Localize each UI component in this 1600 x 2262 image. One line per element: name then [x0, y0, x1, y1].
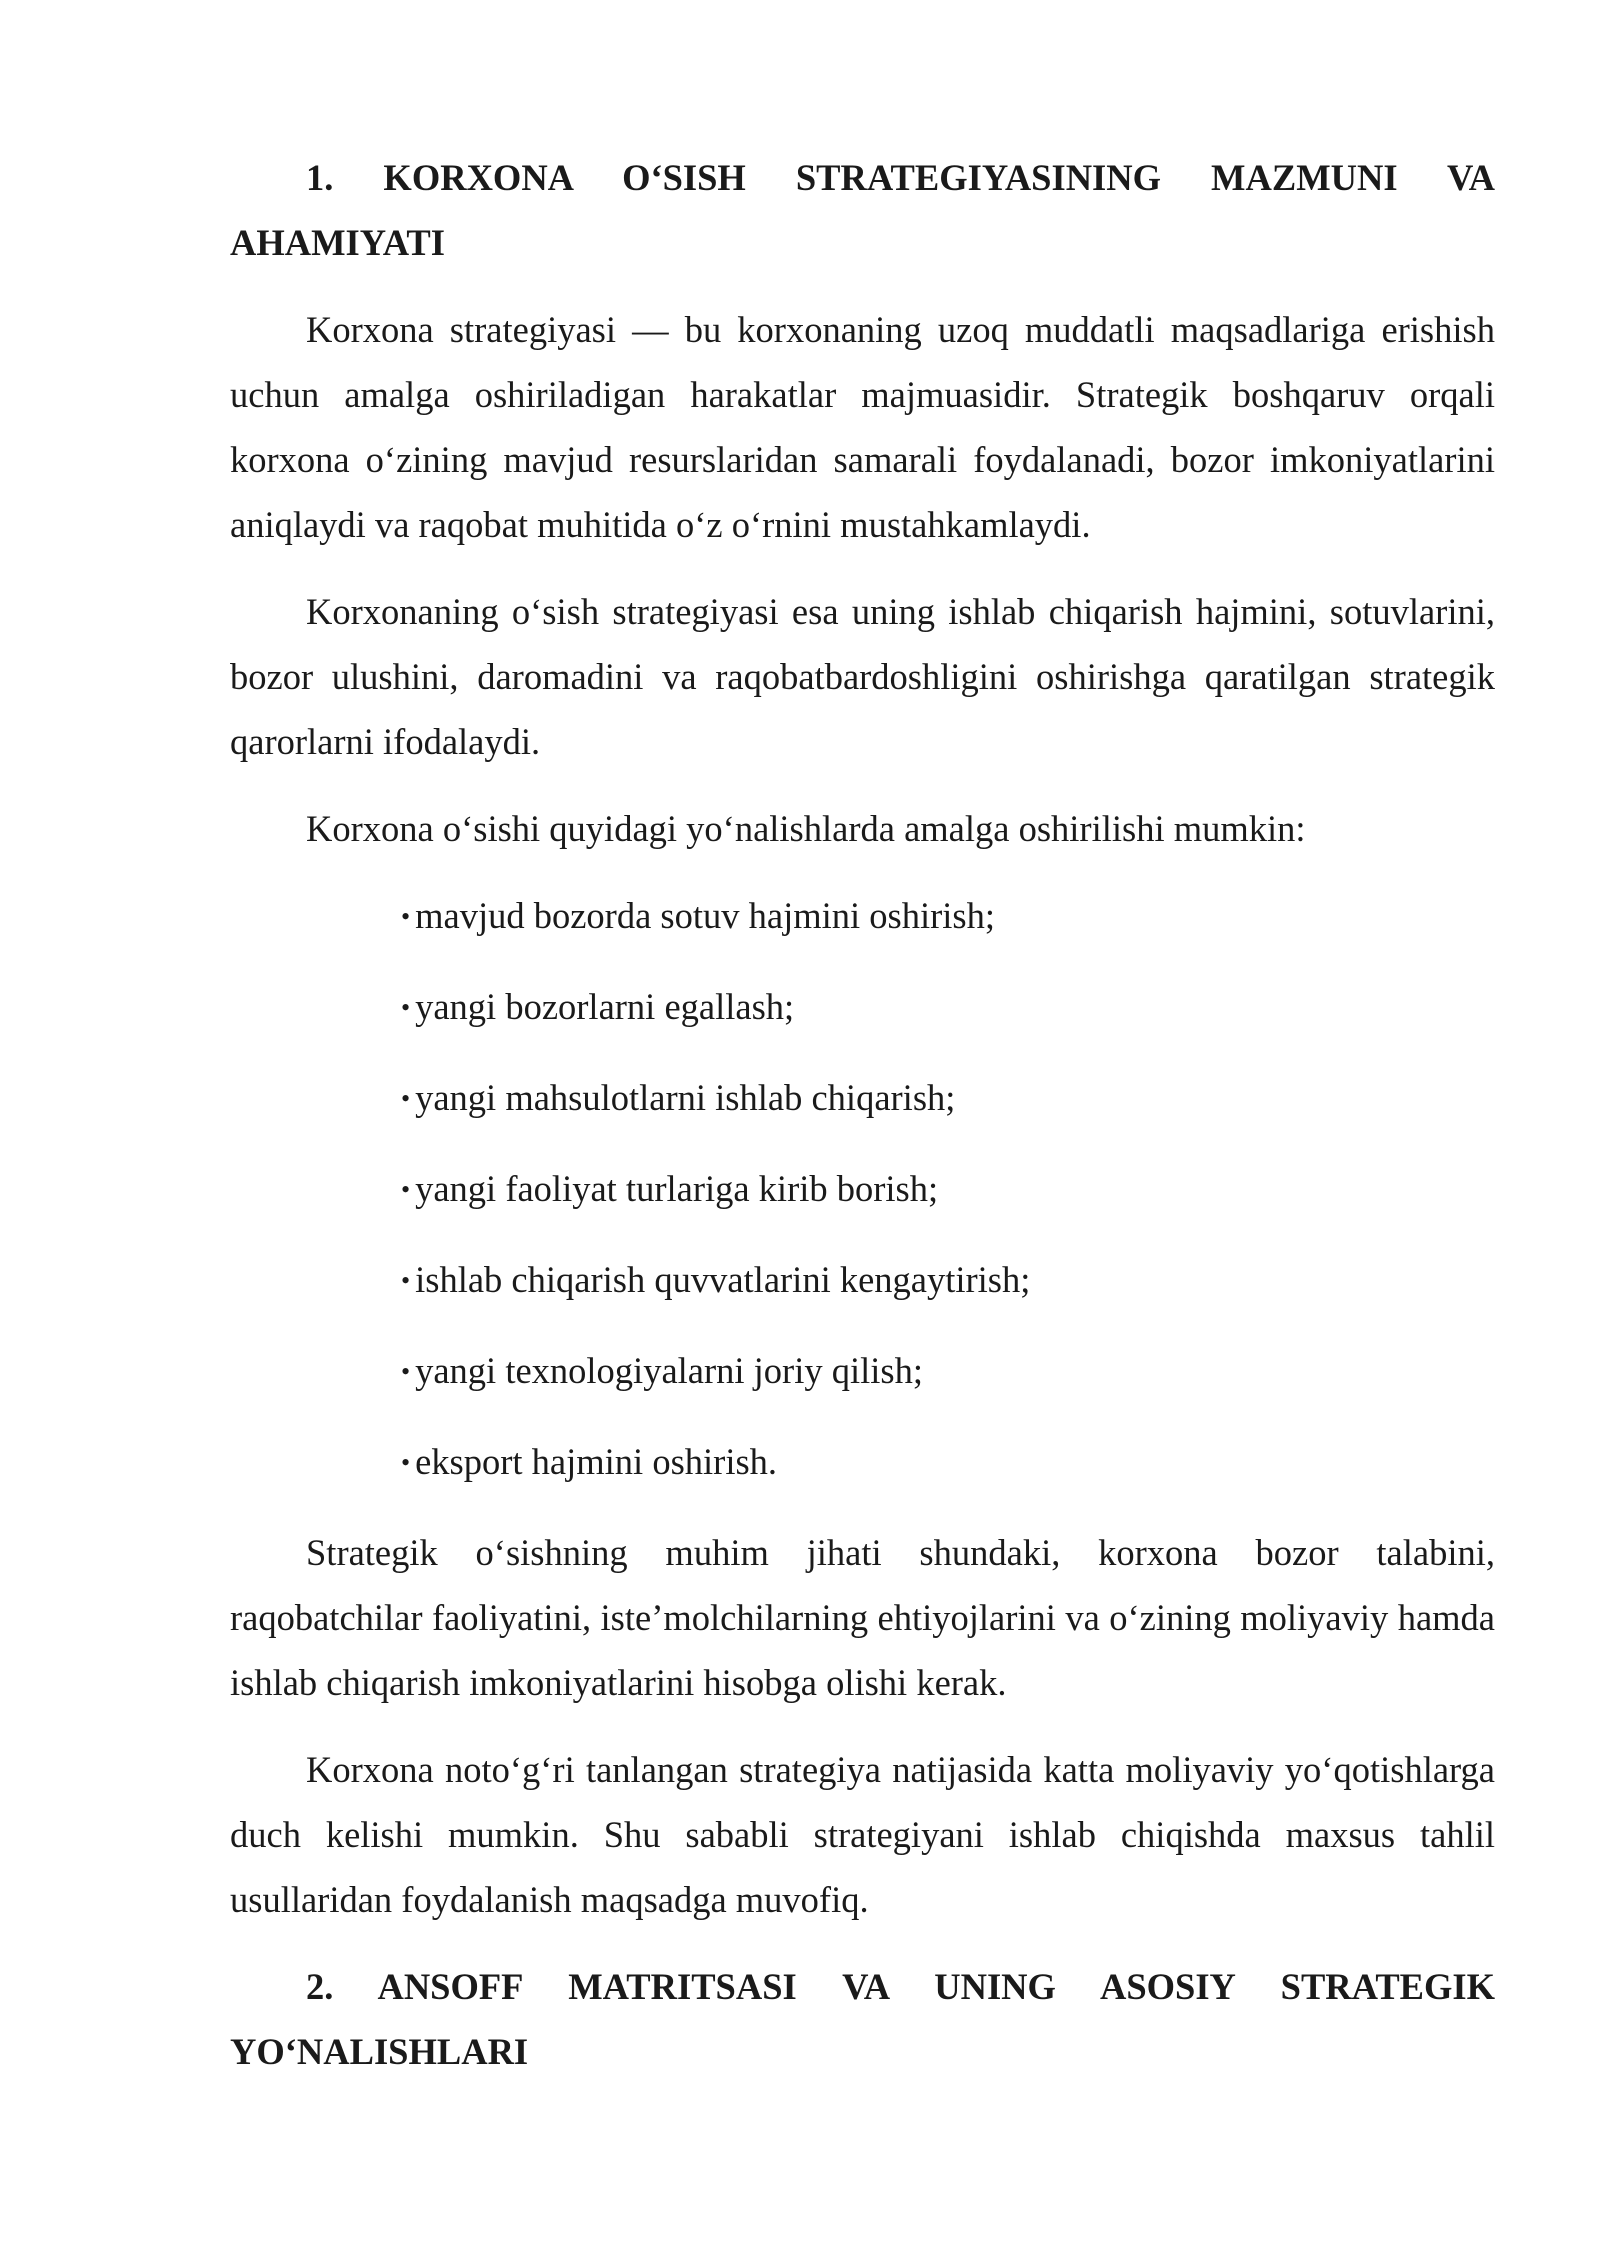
list-item-text: ishlab chiqarish quvvatlarini kengaytirish;: [415, 1259, 1031, 1300]
list-item-text: mavjud bozorda sotuv hajmini oshirish;: [415, 895, 995, 936]
list-item: [401, 1247, 1495, 1316]
section-heading-2: 2. ANSOFF MATRITSASI VA UNING ASOSIY STRATEGIK YO‘NALISHLARI: [230, 1966, 1495, 2072]
bullet-icon: •: [401, 1448, 411, 1477]
bullet-icon: •: [401, 1084, 411, 1113]
list-item: [401, 1156, 1495, 1225]
list-item-text: yangi bozorlarni egallash;: [415, 986, 795, 1027]
paragraph-growth-strategy: Korxonaning o‘sish strategiyasi esa uning ishlab chiqarish hajmini, sotuvlarini, bozor ulushini, daromadini va raqobatbardoshligini oshirishga qaratilgan strategik qarorlarni ifodalaydi.: [230, 591, 1495, 762]
section-heading-1: 1. KORXONA O‘SISH STRATEGIYASINING MAZMUNI VA AHAMIYATI: [230, 157, 1495, 263]
bullet-icon: •: [401, 1266, 411, 1295]
list-item-text: yangi mahsulotlarni ishlab chiqarish;: [415, 1077, 956, 1118]
list-item: [401, 883, 1495, 952]
list-item-text: yangi texnologiyalarni joriy qilish;: [415, 1350, 923, 1391]
bullet-icon: •: [401, 993, 411, 1022]
list-item: [401, 1065, 1495, 1134]
paragraph-strategic-growth-aspect: Strategik o‘sishning muhim jihati shundaki, korxona bozor talabini, raqobatchilar faoliyatini, iste’molchilarning ehtiyojlarini va o‘zining moliyaviy hamda ishlab chiqarish imkoniyatlarini hisobga olishi kerak.: [230, 1532, 1495, 1703]
list-item: [401, 1429, 1495, 1498]
bullet-icon: •: [401, 902, 411, 931]
bullet-icon: •: [401, 1357, 411, 1386]
paragraph-wrong-strategy-risk: Korxona noto‘g‘ri tanlangan strategiya natijasida katta moliyaviy yo‘qotishlarga duch kelishi mumkin. Shu sababli strategiyani ishlab chiqishda maxsus tahlil usullaridan foydalanish maqsadga muvofiq.: [230, 1749, 1495, 1920]
bullet-icon: •: [401, 1175, 411, 1204]
list-item-text: yangi faoliyat turlariga kirib borish;: [415, 1168, 939, 1209]
document-page: [230, 145, 1495, 2106]
list-item: [401, 974, 1495, 1043]
list-item-text: eksport hajmini oshirish.: [415, 1441, 778, 1482]
paragraph-strategy-definition: Korxona strategiyasi — bu korxonaning uzoq muddatli maqsadlariga erishish uchun amalga oshiriladigan harakatlar majmuasidir. Strategik boshqaruv orqali korxona o‘zining mavjud resurslaridan samarali foydalanadi, bozor imkoniyatlarini aniqlaydi va raqobat muhitida o‘z o‘rnini mustahkamlaydi.: [230, 309, 1495, 545]
list-item: [401, 1338, 1495, 1407]
paragraph-growth-directions-intro: Korxona o‘sishi quyidagi yo‘nalishlarda amalga oshirilishi mumkin:: [306, 808, 1306, 849]
growth-directions-list: [230, 883, 1495, 1498]
